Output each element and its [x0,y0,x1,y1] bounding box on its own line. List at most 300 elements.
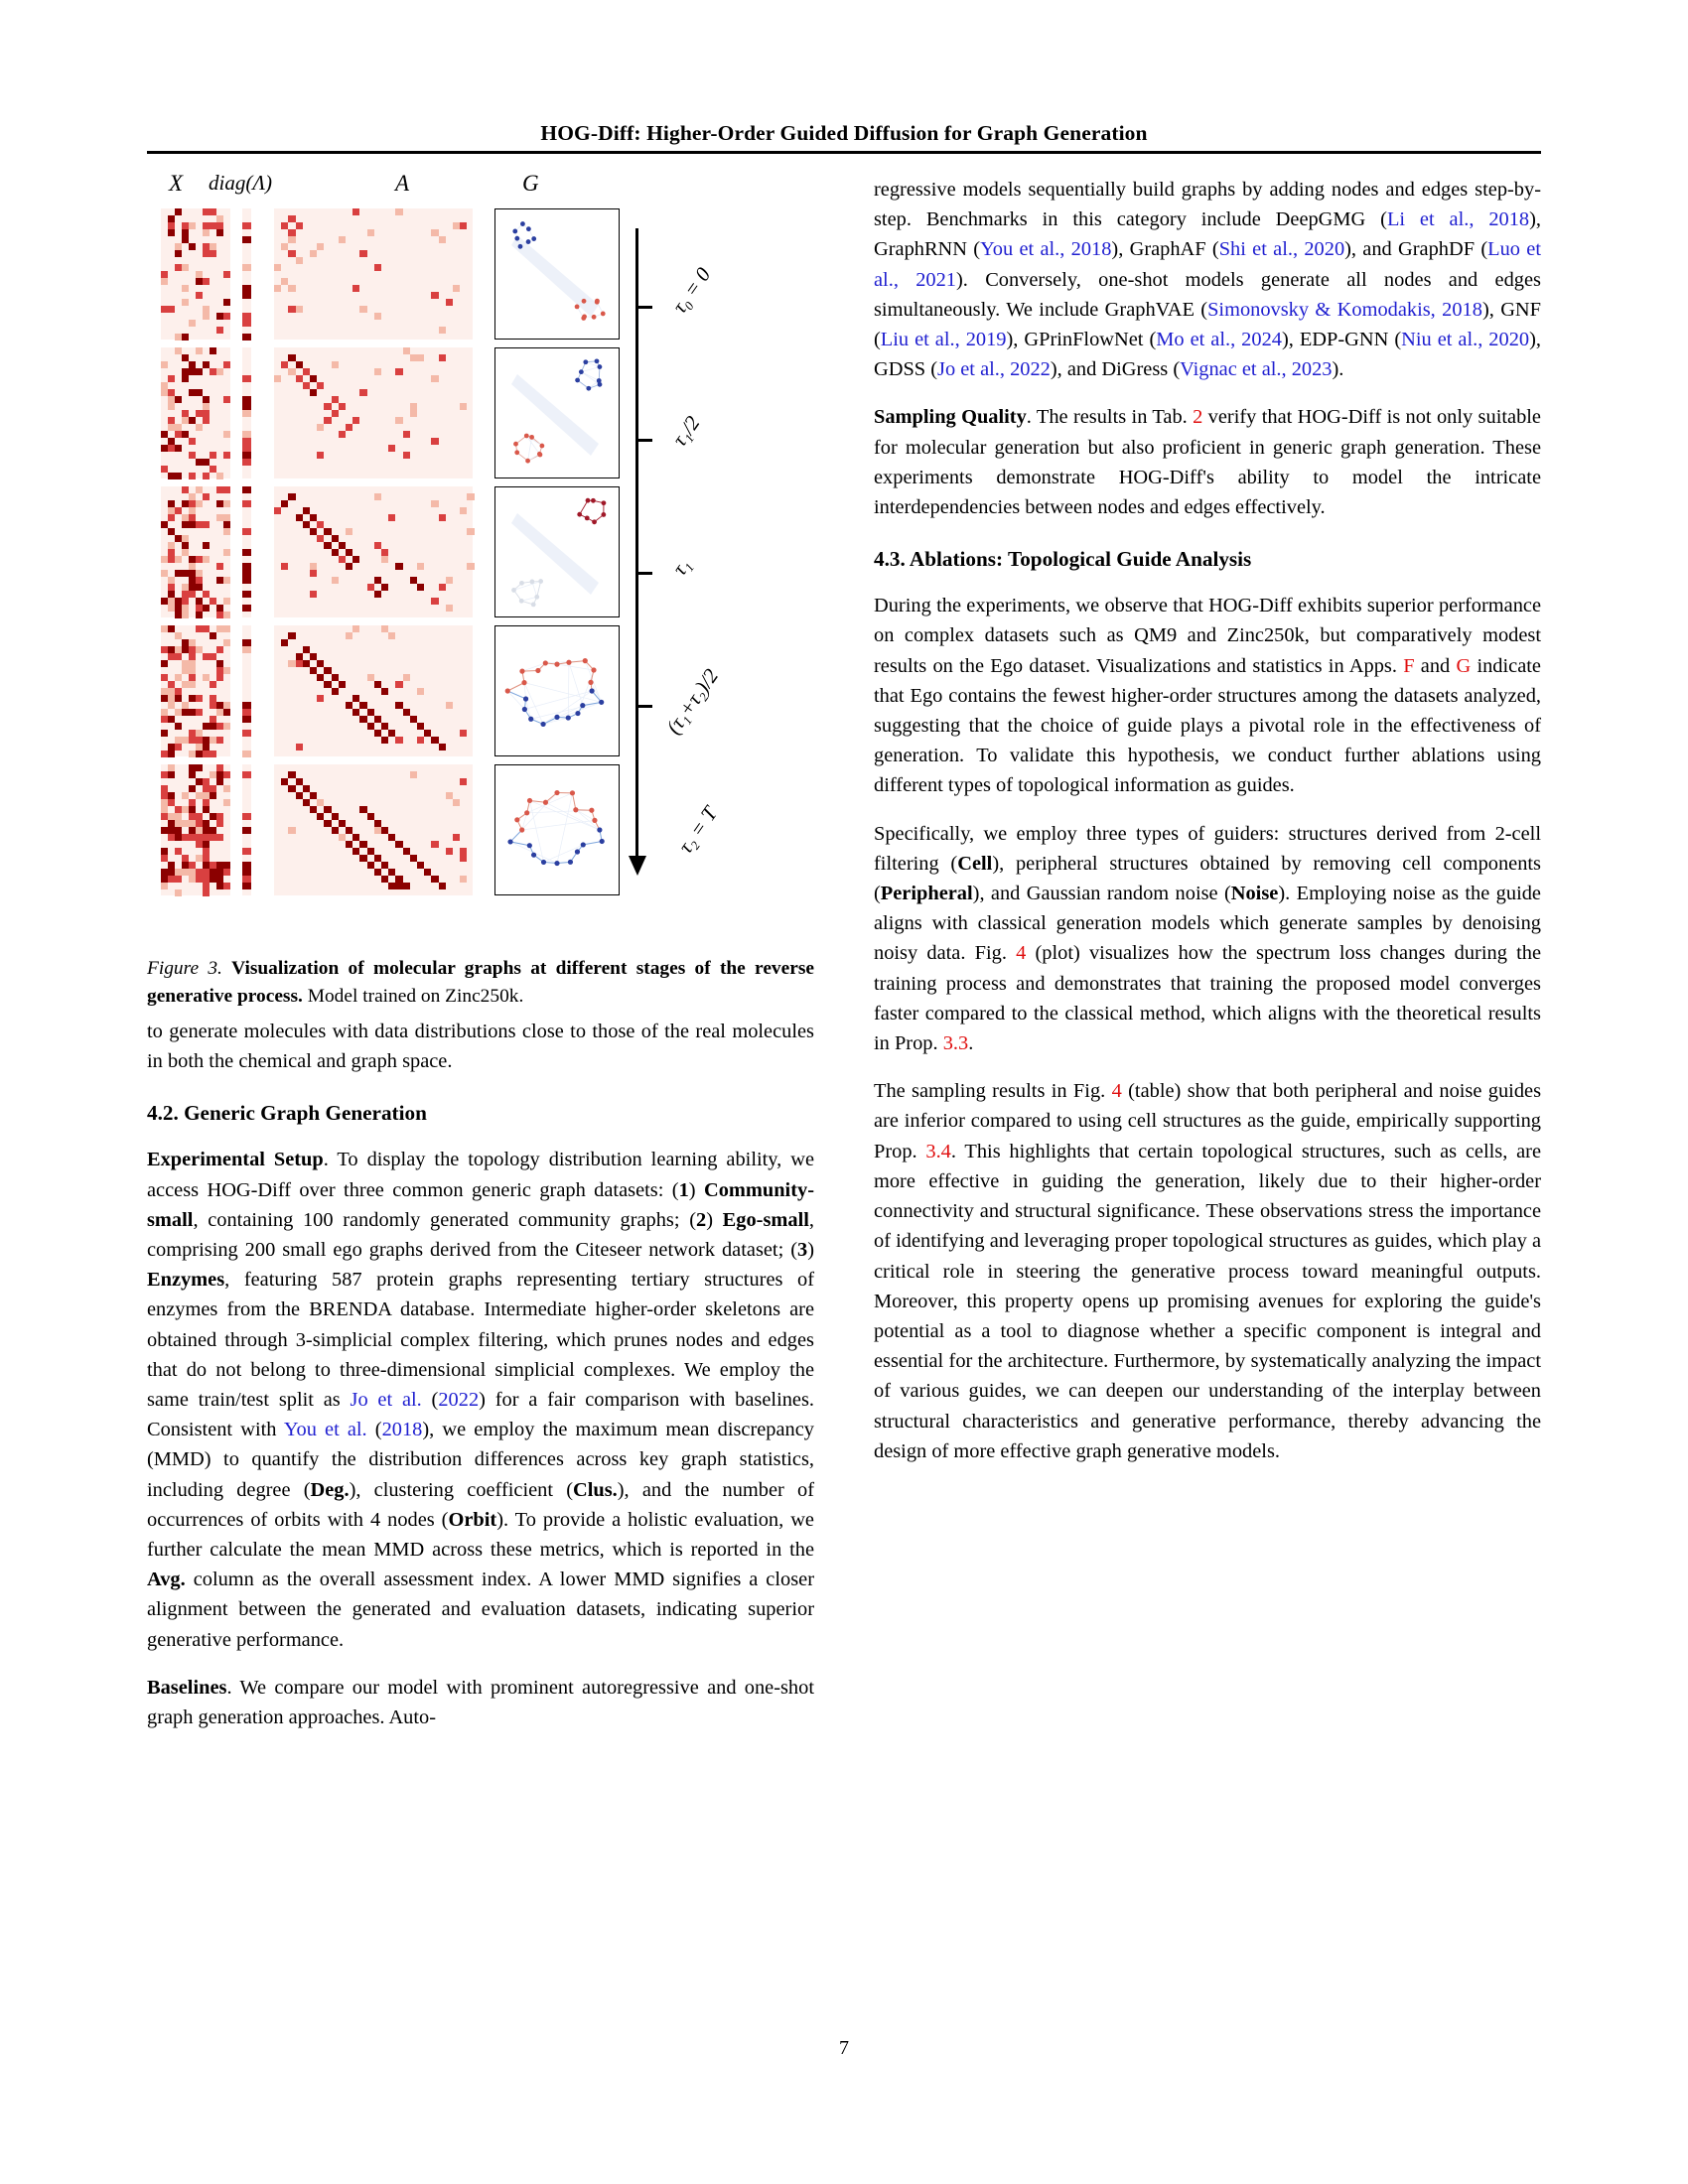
adjacency-cell [317,813,324,820]
heatmap-cell [161,806,168,813]
heatmap-cell [161,883,168,889]
adjacency-cell [281,639,288,646]
paragraph-autoregressive: regressive models sequentially build graphs by adding nodes and edges step-by-step. Benchmarks in this category include DeepGMG (Li et al., 2018), GraphRNN (You et al., 2018), GraphAF (Shi et al., 2020), and GraphDF (Luo et al., 2021). Conversely, one-shot models generate all nodes and edges simultaneously. We include GraphVAE (Simonovsky & Komodakis, 2018), GNF (Liu et al., 2019), GPrinFlowNet (Mo et al., 2024), EDP-GNN (Niu et al., 2020), GDSS (Jo et al., 2022), and DiGress (Vignac et al., 2023). [874,179,1541,381]
heatmap-cell [196,486,203,493]
heatmap-cell [189,834,196,841]
adjacency-cell [317,452,324,459]
paragraph-sampling-results: The sampling results in Fig. 4 (table) show that both peripheral and noise guides are inferior compared to using cell structures as the guide, empirically supporting Prop. 3.4. This highlights that certain topological structures, such as cells, are more effective in guiding the generation, likely due to their higher-order connectivity and structural significance. These observations stress the importance of identifying and leveraging proper topological structures as guides, which play a critical role in steering the generative process toward meaningful outputs. Moreover, this property opens up promising avenues for exploring the guide's potential as a tool to diagnose whether a specific component is integral and essential for the architecture. Furthermore, by systematically analyzing the impact of various guides, we can deepen our understanding of the interplay between structural characteristics and generative performance, thereby advancing the design of more effective graph generative models. [874,1080,1542,1462]
heatmap-cell [168,306,175,313]
citation-li-2018[interactable]: Li et al., 2018 [1386,208,1530,231]
heatmap-cell [196,598,203,605]
adjacency-cell [417,688,424,695]
adjacency-cell [381,688,388,695]
heatmap-cell [210,834,216,841]
heatmap-cell [161,869,168,876]
heatmap-cell [189,584,196,591]
eigen-cell [242,264,251,271]
figure-label-diag: diag(Λ) [209,171,273,195]
adjacency-cell [431,375,438,382]
adjacency-cell [367,813,374,820]
heatmap-cell [189,667,196,674]
adjacency-cell [410,577,417,584]
adjacency-cell [460,507,467,514]
heatmap-cell [189,813,196,820]
adjacency-cell [388,883,395,889]
adjacency-cell [332,410,339,417]
eigen-cell [242,438,251,445]
eigen-cell [242,459,251,466]
heatmap-cell [216,667,223,674]
eigen-cell [242,771,251,778]
heatmap-cell [196,605,203,612]
heatmap-cell [223,577,230,584]
heatmap-cell [210,368,216,375]
heatmap-cell [216,563,223,570]
heatmap-cell [182,660,189,667]
heatmap-cell [216,486,223,493]
figure-body [147,208,814,903]
adjacency-cell [467,563,474,570]
heatmap-cell [203,459,210,466]
heatmap-cell [216,778,223,785]
adjacency-cell [339,820,346,827]
adjacency-cell [310,653,317,660]
heatmap-cell [216,674,223,681]
heatmap-cell [223,869,230,876]
heatmap-cell [210,208,216,215]
heatmap-cell [189,660,196,667]
eigen-cell [242,222,251,229]
adjacency-cell [460,730,467,737]
heatmap-cell [196,500,203,507]
adjacency-cell [346,563,352,570]
heatmap-cell [203,556,210,563]
eigen-cell [242,452,251,459]
heatmap-cell [189,751,196,757]
heatmap-cell [182,535,189,542]
heatmap-cell [210,702,216,709]
heatmap-cell [182,646,189,653]
adjacency-cell [467,528,474,535]
heatmap-cell [189,674,196,681]
adjacency-cell [374,730,381,737]
heatmap-cell [189,646,196,653]
eigen-cell [242,876,251,883]
graph-drawing [495,487,619,616]
citation-year-2018[interactable]: 2018 [381,1419,423,1441]
citation-jo-2022[interactable]: Jo et al. [350,1389,422,1412]
adjacency-cell [324,528,331,535]
heatmap-cell [182,855,189,862]
heatmap-cell [203,361,210,368]
eigen-cell [242,403,251,410]
heatmap-cell [203,591,210,598]
adjacency-cell [303,507,310,514]
heatmap-cell [189,507,196,514]
heatmap-cell [182,681,189,688]
heatmap-cell [161,570,168,577]
heatmap-cell [161,660,168,667]
adjacency-cell [288,493,295,500]
eigen-cell [242,431,251,438]
heatmap-cell [223,271,230,278]
adjacency-cell [374,313,381,320]
heatmap-cell [182,806,189,813]
adjacency-cell [281,278,288,285]
citation-luo-2021[interactable]: Luo et al., 2021 [874,238,1541,291]
citation-you-2018[interactable]: You et al., 2018 [980,238,1112,261]
graph-drawing [495,765,619,894]
section-heading-4-2: 4.2. Generic Graph Generation [147,1101,427,1126]
heatmap-cell [189,222,196,229]
metric-orbit: Orbit [448,1508,497,1531]
adjacency-cell [332,549,339,556]
heatmap-cell [161,792,168,799]
adjacency-cell [388,632,395,639]
eigen-cell [242,528,251,535]
heatmap-cell [175,709,182,716]
heatmap-cell [175,556,182,563]
adjacency-cell [274,264,281,271]
ref-appendix-g[interactable]: G [1456,654,1472,677]
heatmap-cell [182,236,189,243]
eigen-cell [242,730,251,737]
heatmap-cell [196,744,203,751]
heatmap-cell [182,570,189,577]
adjacency-cell [339,556,346,563]
heatmap-cell [189,827,196,834]
axis-arrowhead [629,856,646,876]
adjacency-cell [296,514,303,521]
heatmap-cell [161,361,168,368]
adjacency-cell [467,493,474,500]
heatmap-cell [196,271,203,278]
heatmap-cell [182,612,189,618]
adjacency-cell [395,841,402,848]
adjacency-cell [296,361,303,368]
heatmap-cell [189,737,196,744]
heatmap-cell [189,862,196,869]
left-column [147,1017,814,1950]
heatmap-cell [175,848,182,855]
adjacency-cell [274,507,281,514]
ref-figure-4-table[interactable]: 4 [1111,1080,1122,1103]
heatmap-cell [182,514,189,521]
adjacency-cell [431,876,438,883]
adjacency-cell [332,396,339,403]
heatmap-cell [161,855,168,862]
adjacency-cell [374,681,381,688]
adjacency-cell [310,514,317,521]
citation-you-2018[interactable]: You et al. [283,1419,367,1441]
adjacency-cell [303,799,310,806]
heatmap-cell [168,389,175,396]
adjacency-cell [324,820,331,827]
adjacency-cell [417,563,424,570]
heatmap-cell [182,605,189,612]
adjacency-cell [359,806,366,813]
adjacency-cell [374,368,381,375]
adjacency-cell [367,229,374,236]
citation-year-2022[interactable]: 2022 [438,1389,480,1412]
heatmap-cell [203,889,210,896]
adjacency-cell [296,306,303,313]
heatmap-cell [203,250,210,257]
heatmap-cell [203,834,210,841]
adjacency-cell [381,723,388,730]
heatmap-cell [182,285,189,292]
heatmap-cell [168,396,175,403]
adjacency-cell [359,841,366,848]
heatmap-cell [182,375,189,382]
heatmap-cell [223,723,230,730]
heatmap-cell [216,368,223,375]
adjacency-cell [317,674,324,681]
ref-table-2[interactable]: 2 [1193,406,1203,429]
adjacency-cell [332,674,339,681]
eigen-cell [242,869,251,876]
heatmap-cell [223,514,230,521]
graph-panels [494,208,620,903]
heatmap-cell [189,361,196,368]
heatmap-cell [216,222,223,229]
heatmap-cell [196,278,203,285]
heatmap-cell [168,403,175,410]
eigen-cell [242,639,251,646]
heatmap-cell [175,827,182,834]
adjacency-cell [431,841,438,848]
adjacency-cell [339,834,346,841]
adjacency-cell [453,222,460,229]
heatmap-cell [168,229,175,236]
heatmap-cell [210,347,216,354]
heatmap-cell [189,806,196,813]
eigen-cell [242,285,251,292]
citation-liu-2019[interactable]: Liu et al., 2019 [880,329,1007,351]
adjacency-cell [410,354,417,361]
heatmap-cell [203,222,210,229]
adjacency-cell [346,549,352,556]
heatmap-cell [182,264,189,271]
adjacency-cell [288,660,295,667]
eigen-cell [242,396,251,403]
heatmap-cell [216,820,223,827]
heatmap-cell [182,667,189,674]
heatmap-cell [189,653,196,660]
runin-sampling-quality: Sampling Quality [874,406,1027,429]
ref-prop-3-3[interactable]: 3.3 [942,1032,969,1055]
adjacency-cell [446,702,453,709]
heatmap-cell [182,862,189,869]
heatmap-cell [189,764,196,771]
adjacency-cell [460,848,467,855]
adjacency-cell [332,827,339,834]
heatmap-cell [175,876,182,883]
heatmap-cell [168,813,175,820]
heatmap-cell [182,299,189,306]
adjacency-cell [317,660,324,667]
ref-appendix-f[interactable]: F [1403,654,1415,677]
adjacency-cell [395,563,402,570]
heatmap-cell [168,222,175,229]
heatmap-cell [216,646,223,653]
heatmap-cell [161,598,168,605]
heatmap-cell [216,869,223,876]
heatmap-cell [203,876,210,883]
heatmap-cell [216,834,223,841]
heatmap-cell [203,883,210,889]
heatmap-cell [161,751,168,757]
adjacency-cell [339,681,346,688]
graph-panel [494,625,620,756]
eigen-cell [242,709,251,716]
adjacency-cell [410,403,417,410]
heatmap-cell [216,883,223,889]
adjacency-cell [374,869,381,876]
citation-jo-2022[interactable]: Jo et al., 2022 [937,358,1051,381]
citation-shi-2020[interactable]: Shi et al., 2020 [1218,238,1345,261]
heatmap-cell [196,695,203,702]
ref-figure-4-plot[interactable]: 4 [1016,942,1027,965]
heatmap-cell [161,382,168,389]
heatmap-cell [223,486,230,493]
timestep-label-2: τ₁ [667,553,696,580]
heatmap-cell [161,556,168,563]
heatmap-cell [189,417,196,424]
heatmap-cell [203,306,210,313]
heatmap-cell [216,709,223,716]
heatmap-cell [161,521,168,528]
adjacency-cell [317,535,324,542]
adjacency-cell [381,827,388,834]
citation-niu-2020[interactable]: Niu et al., 2020 [1401,329,1530,351]
heatmap-cell [168,695,175,702]
adjacency-cell [374,820,381,827]
ref-prop-3-4[interactable]: 3.4 [925,1140,951,1162]
heatmap-cell [203,542,210,549]
heatmap-cell [189,320,196,327]
heatmap-cell [168,744,175,751]
adjacency-cell [352,709,359,716]
heatmap-cell [203,841,210,848]
heatmap-cell [189,452,196,459]
heatmap-cell [196,556,203,563]
adjacency-cell [324,681,331,688]
heatmap-cell [168,549,175,556]
adjacency-cell [310,806,317,813]
heatmap-cell [175,424,182,431]
heatmap-cell [210,723,216,730]
adjacency-cell [317,521,324,528]
heatmap-cell [182,486,189,493]
heatmap-cell [189,243,196,250]
adjacency-cell [288,229,295,236]
adjacency-cell [317,799,324,806]
guider-peripheral: Peripheral [880,883,973,905]
heatmap-cell [196,570,203,577]
heatmap-cell [182,598,189,605]
adjacency-cell [439,327,446,334]
heatmap-cell [168,820,175,827]
adjacency-cell [296,778,303,785]
adjacency-cell [410,855,417,862]
adjacency-cell [431,500,438,507]
heatmap-cell [216,660,223,667]
heatmap-cell [182,229,189,236]
citation-simonovsky-komodakis-2018[interactable]: Simonovsky & Komodakis, 2018 [1207,298,1482,321]
heatmap-cell [189,876,196,883]
heatmap-cell [196,368,203,375]
heatmap-cell [175,688,182,695]
adjacency-cell [332,361,339,368]
heatmap-cell [161,306,168,313]
eigen-cell [242,320,251,327]
adjacency-cell [288,250,295,257]
adjacency-cell [417,862,424,869]
heatmap-cell [182,222,189,229]
heatmap-cell [196,389,203,396]
heatmap-cell [168,514,175,521]
heatmap-cell [189,771,196,778]
adjacency-cell [310,528,317,535]
heatmap-cell [168,507,175,514]
heatmap-cell [196,410,203,417]
adjacency-cell [367,848,374,855]
adjacency-cell [288,827,295,834]
heatmap-cell [182,417,189,424]
heatmap-cell [168,646,175,653]
eigen-cell [242,486,251,493]
adjacency-cell [317,382,324,389]
adjacency-cell [439,236,446,243]
heatmap-cell [203,869,210,876]
header-rule [147,151,1541,154]
heatmap-cell [216,764,223,771]
heatmap-cell [216,876,223,883]
citation-vignac-2023[interactable]: Vignac et al., 2023 [1180,358,1333,381]
heatmap-cell [168,215,175,222]
heatmap-cell [168,792,175,799]
heatmap-cell [182,737,189,744]
heatmap-cell [223,299,230,306]
adjacency-cell [288,785,295,792]
adjacency-cell [317,695,324,702]
heatmap-cell [168,500,175,507]
adjacency-cell [324,806,331,813]
adjacency-cell [332,577,339,584]
dataset-enzymes: Enzymes [147,1269,225,1292]
adjacency-cell [288,632,295,639]
heatmap-cell [161,785,168,792]
citation-mo-2024[interactable]: Mo et al., 2024 [1156,329,1282,351]
heatmap-cell [196,730,203,737]
heatmap-cell [203,737,210,744]
heatmap-cell [223,396,230,403]
eigen-cell [242,334,251,341]
heatmap-cell [210,632,216,639]
heatmap-cell [182,792,189,799]
adjacency-cell [339,542,346,549]
metric-clus: Clus. [573,1478,618,1501]
adjacency-cell [453,799,460,806]
adjacency-cell [288,354,295,361]
heatmap-cell [168,605,175,612]
timestep-axis [635,228,641,884]
adjacency-cell [332,813,339,820]
heatmap-cell [189,730,196,737]
adjacency-cell [346,632,352,639]
heatmap-cell [203,653,210,660]
